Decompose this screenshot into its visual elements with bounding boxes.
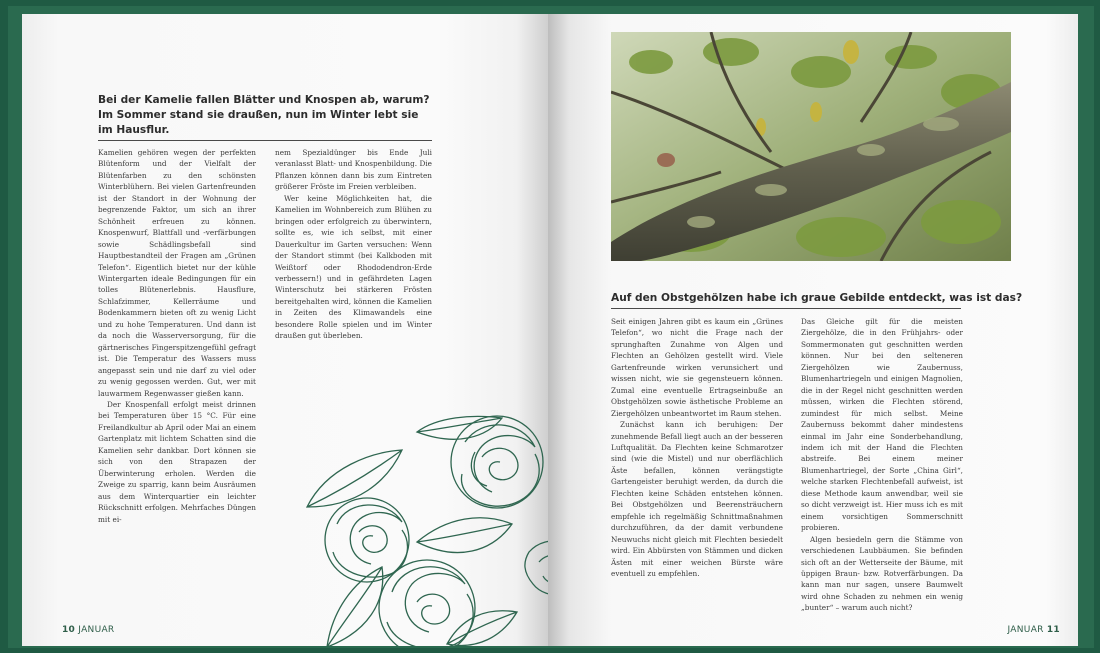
book-spread	[8, 6, 1094, 648]
bud-shape	[539, 555, 548, 583]
paragraph: Algen besiedeln gern die Stämme von verschiedenen Laubbäumen. Sie befinden sich oft an der Wetterseite der Bäume, mit üppigen Braun- bzw. Rotverfärbungen. Da kann man nur sagen, unsere Baumwelt wird ohne Schaden zu nehmen ein wenig „bunter“ – warum auch nicht?	[801, 534, 963, 613]
petal-shape	[482, 448, 518, 479]
petal-shape	[337, 505, 402, 564]
petal-shape	[359, 526, 387, 553]
paragraph: Der Knospenfall erfolgt meist drinnen bei Temperaturen über 15 °C. Für eine Freilandkultur ab April oder Mai an einem Gartenplatz mit lichtem Schatten sind die Kamelien sehr dankbar. Dort können sie sich von den Strapazen der Überwinterung erholen. Werden die Zweige zu sparrig, kann beim Ausräumen aus dem Winterquartier ein leichter Rückschnitt erfolgen. Mehrfaches Düngen mit ei-	[98, 399, 256, 524]
paragraph: Wer keine Möglichkeiten hat, die Kamelien im Wohnbereich zum Blühen zu bringen oder erfolgreich zu überwintern, sollte es, wie ich selbst, mit einer Dauerkultur im Garten versuchen: Wenn der Standort stimmt (bei Kalkboden mit Weißtorf oder Rhododendron-Erde verbessern!) und in gefährdeten Lagen Winterschutz bei stärkeren Frösten bereitgehalten wird, können die Kamelien in Zeiten des Klimawandels eine besondere Rolle spielen und im Winter draußen gut überleben.	[275, 193, 432, 341]
paragraph: Kamelien gehören wegen der perfekten Blütenform und der Vielfalt der Blütenfarben zu den schönsten Winterblühern. Bei vielen Gartenfreunden ist der Standort in der Wohnung der begrenzende Faktor, um sich an ihrer Schönheit erfreuen zu können. Knospenwurf, Blattfall und -verfärbungen sowie Schädlingsbefall sind Hauptbestandteil der Fragen am „Grünen Telefon“. Eigentlich bietet nur der kühle Wintergarten ideale Bedingungen für ein tolles Blütenerlebnis. Hausflure, Schlafzimmer, Kellerräume und Bodenkammern bieten oft zu wenig Licht und zu hohe Temperaturen. Und dann ist da noch die Wasserversorgung, für die gärtnerisches Fingerspitzengefühl gefragt ist. Die Temperatur des Wassers muss angepasst sein und nie darf zu viel oder zu wenig gegossen werden. Gut, wer mit lauwarmem Regenwasser gießen kann.	[98, 148, 256, 398]
paragraph: Das Gleiche gilt für die meisten Ziergehölze, die in den Frühjahrs- oder Sommermonaten gut geschnitten werden können. Nur bei den selteneren Ziergehölzen wie Zaubernuss, Blumenhartriegeln und einigen Magnolien, die in der Regel nicht geschnitten werden müssen, wirken die Flechten störend, zumindest für mich selbst. Meine Zaubernuss bekommt daher mindestens einmal im Jahr eine Sonderbehandlung, indem ich mit der Hand die Flechten abstreife. Bei einem meiner Blumenhartriegel, der Sorte „China Girl“, welche starken Flechtenbefall aufweist, ist diese Methode kaum anwendbar, weil sie so dicht verzweigt ist. Hier muss ich es mit einem vorsichtigen Sommerschnitt probieren.	[801, 317, 963, 533]
flower-outline	[325, 498, 409, 582]
leaf-shape	[417, 518, 512, 553]
page-number: 10	[62, 625, 76, 635]
paragraph: nem Spezialdünger bis Ende Juli veranlasst Blatt- und Knospenbildung. Die Pflanzen können dann bis zum Eintreten größerer Fröste im Freien verbleiben.	[275, 148, 432, 192]
running-head: JANUAR	[1007, 625, 1044, 635]
left-question-heading: Bei der Kamelie fallen Blätter und Knospen ab, warum? Im Sommer stand sie draußen, nun im Winter lebt sie im Hausflur.	[98, 93, 432, 141]
leaf-shape	[307, 450, 402, 507]
right-page	[548, 14, 1078, 646]
petal-shape	[417, 594, 450, 624]
camellia-line-drawing	[297, 412, 548, 646]
right-text-column-2	[801, 316, 963, 614]
paragraph: Seit einigen Jahren gibt es kaum ein „Grünes Telefon“, wo nicht die Frage nach der sprunghaften Zunahme von Algen und Flechten an Gehölzen gestellt wird. Viele Gartenfreunde wirken verunsichert und wissen nicht, wie sie gegensteuern können. Zumal eine eventuelle Ertragseinbuße an Obstgehölzen sowie ästhetische Probleme an Ziergehölzen unbeantwortet im Raum stehen.	[611, 317, 783, 418]
running-head: JANUAR	[78, 625, 115, 635]
paragraph: Zunächst kann ich beruhigen: Der zunehmende Befall liegt auch an der besseren Luftqualität. Da Flechten keine Schmarotzer sind (wie die Mistel) und nur oberflächlich Äste befallen, können verängstigte Gartengeister beruhigt werden, da durch die Flechten keine Schäden entstehen können. Bei Obstgehölzen und Beerensträuchern empfehle ich regelmäßig Schnittmaßnahmen durchzuführen, da der damit verbundene Neuwuchs nicht gleich mit Flechten besiedelt wird. Ein Abbürsten von Stämmen und dicken Ästen mit einer weichen Bürste wäre eventuell zu empfehlen.	[611, 420, 783, 578]
bud-shape	[525, 541, 548, 595]
right-folio	[1008, 625, 1060, 635]
page-number: 11	[1046, 625, 1060, 635]
leaf-shape	[327, 567, 383, 646]
left-folio	[62, 625, 114, 635]
left-text-column-2	[275, 147, 432, 342]
left-text-column-1	[98, 147, 256, 525]
left-page	[22, 14, 548, 646]
right-question-heading: Auf den Obstgehölzen habe ich graue Gebilde entdeckt, was ist das?	[611, 291, 961, 309]
petal-shape	[387, 594, 473, 646]
right-text-column-1	[611, 316, 783, 579]
petal-shape	[465, 425, 535, 492]
tree-branch-photo	[611, 32, 1011, 261]
leaf-shape	[447, 611, 517, 646]
